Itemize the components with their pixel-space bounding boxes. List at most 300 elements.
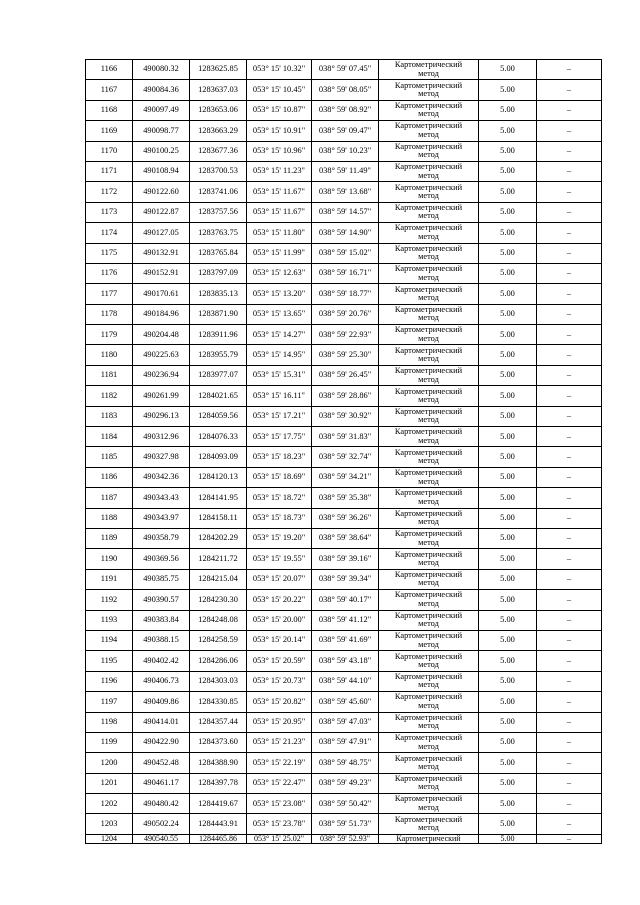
latitude-cell: 053° 15' 18.73" bbox=[247, 508, 312, 528]
table-row bbox=[86, 671, 602, 691]
table-row bbox=[86, 488, 602, 508]
method-cell bbox=[379, 549, 479, 569]
method-label-line2: метод bbox=[418, 741, 439, 751]
method-label-line2: метод bbox=[418, 231, 439, 241]
point-number-cell: 1200 bbox=[86, 753, 133, 773]
latitude-cell: 053° 15' 18.69" bbox=[247, 467, 312, 487]
x-coordinate-cell: 490385.75 bbox=[133, 569, 190, 589]
y-coordinate-cell: 1283741.06 bbox=[190, 182, 247, 202]
longitude-cell: 038° 59' 14.90" bbox=[312, 223, 379, 243]
method-label-line1: Картометрический bbox=[394, 406, 463, 416]
y-coordinate-cell: 1283977.07 bbox=[190, 365, 247, 385]
latitude-cell: 053° 15' 20.82" bbox=[247, 692, 312, 712]
y-coordinate-cell: 1283757.56 bbox=[190, 202, 247, 222]
method-label-line2: метод bbox=[418, 292, 439, 302]
x-coordinate-cell: 490122.87 bbox=[133, 202, 190, 222]
method-cell bbox=[379, 773, 479, 793]
y-coordinate-cell: 1283663.29 bbox=[190, 121, 247, 141]
method-cell bbox=[379, 223, 479, 243]
y-coordinate-cell: 1283797.09 bbox=[190, 263, 247, 283]
note-cell: – bbox=[537, 202, 602, 222]
accuracy-cell: 5.00 bbox=[479, 161, 537, 181]
y-coordinate-cell: 1283653.06 bbox=[190, 100, 247, 120]
y-coordinate-cell: 1283763.75 bbox=[190, 223, 247, 243]
accuracy-cell: 5.00 bbox=[479, 304, 537, 324]
x-coordinate-cell: 490422.90 bbox=[133, 732, 190, 752]
longitude-cell: 038° 59' 34.21" bbox=[312, 467, 379, 487]
point-number-cell: 1198 bbox=[86, 712, 133, 732]
method-cell bbox=[379, 100, 479, 120]
note-cell: – bbox=[537, 630, 602, 650]
point-number-cell: 1194 bbox=[86, 630, 133, 650]
latitude-cell: 053° 15' 14.27" bbox=[247, 325, 312, 345]
accuracy-cell: 5.00 bbox=[479, 121, 537, 141]
longitude-cell: 038° 59' 07.45" bbox=[312, 60, 379, 80]
note-cell: – bbox=[537, 100, 602, 120]
point-number-cell: 1187 bbox=[86, 488, 133, 508]
latitude-cell: 053° 15' 20.22" bbox=[247, 590, 312, 610]
method-label-line1: Картометрический bbox=[394, 80, 463, 90]
table-row bbox=[86, 753, 602, 773]
table-row bbox=[86, 304, 602, 324]
point-number-cell: 1192 bbox=[86, 590, 133, 610]
y-coordinate-cell: 1284120.13 bbox=[190, 467, 247, 487]
y-coordinate-cell: 1283637.03 bbox=[190, 80, 247, 100]
method-label-line1: Картометрический bbox=[394, 549, 463, 559]
note-cell: – bbox=[537, 284, 602, 304]
latitude-cell: 053° 15' 17.21" bbox=[247, 406, 312, 426]
accuracy-cell: 5.00 bbox=[479, 651, 537, 671]
table-row bbox=[86, 610, 602, 630]
table-row bbox=[86, 243, 602, 263]
longitude-cell: 038° 59' 51.73" bbox=[312, 814, 379, 834]
longitude-cell: 038° 59' 13.68" bbox=[312, 182, 379, 202]
method-label-line2: метод bbox=[418, 109, 439, 119]
x-coordinate-cell: 490502.24 bbox=[133, 814, 190, 834]
method-label-line2: метод bbox=[418, 782, 439, 792]
method-label-line1: Картометрический bbox=[394, 794, 463, 804]
latitude-cell: 053° 15' 11.23" bbox=[247, 161, 312, 181]
y-coordinate-cell: 1284230.30 bbox=[190, 590, 247, 610]
table-row bbox=[86, 406, 602, 426]
table-row bbox=[86, 508, 602, 528]
table-row bbox=[86, 528, 602, 548]
table-row bbox=[86, 263, 602, 283]
method-cell bbox=[379, 202, 479, 222]
point-number-cell: 1171 bbox=[86, 161, 133, 181]
accuracy-cell: 5.00 bbox=[479, 365, 537, 385]
latitude-cell: 053° 15' 13.65" bbox=[247, 304, 312, 324]
accuracy-cell: 5.00 bbox=[479, 386, 537, 406]
method-label-line1: Картометрический bbox=[394, 427, 463, 437]
method-label-line2: метод bbox=[418, 680, 439, 690]
accuracy-cell: 5.00 bbox=[479, 406, 537, 426]
accuracy-cell: 5.00 bbox=[479, 80, 537, 100]
table-row bbox=[86, 692, 602, 712]
latitude-cell: 053° 15' 20.59" bbox=[247, 651, 312, 671]
x-coordinate-cell: 490098.77 bbox=[133, 121, 190, 141]
method-label-line1: Картометрический bbox=[396, 834, 461, 843]
method-label-line2: метод bbox=[418, 211, 439, 221]
method-label-line1: Картометрический bbox=[394, 590, 463, 600]
method-cell bbox=[379, 447, 479, 467]
x-coordinate-cell: 490225.63 bbox=[133, 345, 190, 365]
accuracy-cell: 5.00 bbox=[479, 223, 537, 243]
x-coordinate-cell: 490122.60 bbox=[133, 182, 190, 202]
method-cell bbox=[379, 794, 479, 814]
y-coordinate-cell: 1284248.08 bbox=[190, 610, 247, 630]
latitude-cell: 053° 15' 10.91" bbox=[247, 121, 312, 141]
method-label-line1: Картометрический bbox=[394, 162, 463, 172]
longitude-cell: 038° 59' 25.30" bbox=[312, 345, 379, 365]
method-label-line1: Картометрический bbox=[394, 386, 463, 396]
latitude-cell: 053° 15' 11.67" bbox=[247, 182, 312, 202]
y-coordinate-cell: 1284021.65 bbox=[190, 386, 247, 406]
note-cell: – bbox=[537, 671, 602, 691]
note-cell: – bbox=[537, 182, 602, 202]
accuracy-cell: 5.00 bbox=[479, 60, 537, 80]
latitude-cell: 053° 15' 16.11" bbox=[247, 386, 312, 406]
point-number-cell: 1199 bbox=[86, 732, 133, 752]
x-coordinate-cell: 490358.79 bbox=[133, 528, 190, 548]
y-coordinate-cell: 1283955.79 bbox=[190, 345, 247, 365]
latitude-cell: 053° 15' 25.02" bbox=[247, 834, 312, 843]
point-number-cell: 1179 bbox=[86, 325, 133, 345]
table-row bbox=[86, 447, 602, 467]
latitude-cell: 053° 15' 18.23" bbox=[247, 447, 312, 467]
table-row bbox=[86, 834, 602, 843]
table-row bbox=[86, 182, 602, 202]
method-label-line2: метод bbox=[418, 496, 439, 506]
method-cell bbox=[379, 732, 479, 752]
note-cell: – bbox=[537, 834, 602, 843]
point-number-cell: 1185 bbox=[86, 447, 133, 467]
latitude-cell: 053° 15' 15.31" bbox=[247, 365, 312, 385]
latitude-cell: 053° 15' 22.47" bbox=[247, 773, 312, 793]
method-label-line2: метод bbox=[418, 456, 439, 466]
x-coordinate-cell: 490184.96 bbox=[133, 304, 190, 324]
latitude-cell: 053° 15' 14.95" bbox=[247, 345, 312, 365]
x-coordinate-cell: 490369.56 bbox=[133, 549, 190, 569]
point-number-cell: 1204 bbox=[86, 834, 133, 843]
method-cell bbox=[379, 80, 479, 100]
accuracy-cell: 5.00 bbox=[479, 549, 537, 569]
accuracy-cell: 5.00 bbox=[479, 610, 537, 630]
method-label-line1: Картометрический bbox=[394, 610, 463, 620]
accuracy-cell: 5.00 bbox=[479, 732, 537, 752]
method-label-line2: метод bbox=[418, 89, 439, 99]
y-coordinate-cell: 1284443.91 bbox=[190, 814, 247, 834]
y-coordinate-cell: 1283911.96 bbox=[190, 325, 247, 345]
method-label-line2: метод bbox=[418, 354, 439, 364]
latitude-cell: 053° 15' 23.08" bbox=[247, 794, 312, 814]
x-coordinate-cell: 490452.48 bbox=[133, 753, 190, 773]
y-coordinate-cell: 1284419.67 bbox=[190, 794, 247, 814]
point-number-cell: 1174 bbox=[86, 223, 133, 243]
method-cell bbox=[379, 121, 479, 141]
point-number-cell: 1197 bbox=[86, 692, 133, 712]
accuracy-cell: 5.00 bbox=[479, 630, 537, 650]
method-label-line2: метод bbox=[418, 333, 439, 343]
method-cell bbox=[379, 386, 479, 406]
method-cell bbox=[379, 325, 479, 345]
accuracy-cell: 5.00 bbox=[479, 692, 537, 712]
accuracy-cell: 5.00 bbox=[479, 447, 537, 467]
y-coordinate-cell: 1283835.13 bbox=[190, 284, 247, 304]
method-label-line2: метод bbox=[418, 558, 439, 568]
method-label-line2: метод bbox=[418, 415, 439, 425]
accuracy-cell: 5.00 bbox=[479, 182, 537, 202]
latitude-cell: 053° 15' 21.23" bbox=[247, 732, 312, 752]
note-cell: – bbox=[537, 325, 602, 345]
x-coordinate-cell: 490461.17 bbox=[133, 773, 190, 793]
method-label-line2: метод bbox=[418, 68, 439, 78]
y-coordinate-cell: 1284286.06 bbox=[190, 651, 247, 671]
method-label-line2: метод bbox=[418, 761, 439, 771]
latitude-cell: 053° 15' 12.63" bbox=[247, 263, 312, 283]
longitude-cell: 038° 59' 52.93" bbox=[312, 834, 379, 843]
method-label-line2: метод bbox=[418, 435, 439, 445]
method-cell bbox=[379, 712, 479, 732]
table-row bbox=[86, 60, 602, 80]
y-coordinate-cell: 1283677.36 bbox=[190, 141, 247, 161]
longitude-cell: 038° 59' 08.92" bbox=[312, 100, 379, 120]
x-coordinate-cell: 490097.49 bbox=[133, 100, 190, 120]
longitude-cell: 038° 59' 28.86" bbox=[312, 386, 379, 406]
y-coordinate-cell: 1283700.53 bbox=[190, 161, 247, 181]
accuracy-cell: 5.00 bbox=[479, 345, 537, 365]
x-coordinate-cell: 490152.91 bbox=[133, 263, 190, 283]
longitude-cell: 038° 59' 09.47" bbox=[312, 121, 379, 141]
method-cell bbox=[379, 610, 479, 630]
method-label-line1: Картометрический bbox=[394, 182, 463, 192]
y-coordinate-cell: 1284059.56 bbox=[190, 406, 247, 426]
x-coordinate-cell: 490390.57 bbox=[133, 590, 190, 610]
x-coordinate-cell: 490402.42 bbox=[133, 651, 190, 671]
point-number-cell: 1176 bbox=[86, 263, 133, 283]
latitude-cell: 053° 15' 20.00" bbox=[247, 610, 312, 630]
method-cell bbox=[379, 692, 479, 712]
table-row bbox=[86, 325, 602, 345]
method-cell bbox=[379, 427, 479, 447]
x-coordinate-cell: 490406.73 bbox=[133, 671, 190, 691]
accuracy-cell: 5.00 bbox=[479, 508, 537, 528]
method-label-line2: метод bbox=[418, 252, 439, 262]
point-number-cell: 1180 bbox=[86, 345, 133, 365]
method-label-line2: метод bbox=[418, 619, 439, 629]
table-row bbox=[86, 100, 602, 120]
note-cell: – bbox=[537, 814, 602, 834]
point-number-cell: 1170 bbox=[86, 141, 133, 161]
x-coordinate-cell: 490127.05 bbox=[133, 223, 190, 243]
latitude-cell: 053° 15' 10.96" bbox=[247, 141, 312, 161]
method-label-line2: метод bbox=[418, 476, 439, 486]
longitude-cell: 038° 59' 18.77" bbox=[312, 284, 379, 304]
longitude-cell: 038° 59' 31.83" bbox=[312, 427, 379, 447]
method-cell bbox=[379, 834, 479, 843]
point-number-cell: 1175 bbox=[86, 243, 133, 263]
note-cell: – bbox=[537, 121, 602, 141]
longitude-cell: 038° 59' 22.93" bbox=[312, 325, 379, 345]
note-cell: – bbox=[537, 692, 602, 712]
latitude-cell: 053° 15' 18.72" bbox=[247, 488, 312, 508]
longitude-cell: 038° 59' 08.05" bbox=[312, 80, 379, 100]
method-label-line2: метод bbox=[418, 150, 439, 160]
point-number-cell: 1169 bbox=[86, 121, 133, 141]
longitude-cell: 038° 59' 39.16" bbox=[312, 549, 379, 569]
longitude-cell: 038° 59' 15.02" bbox=[312, 243, 379, 263]
point-number-cell: 1202 bbox=[86, 794, 133, 814]
y-coordinate-cell: 1284388.90 bbox=[190, 753, 247, 773]
method-cell bbox=[379, 365, 479, 385]
note-cell: – bbox=[537, 345, 602, 365]
accuracy-cell: 5.00 bbox=[479, 834, 537, 843]
method-cell bbox=[379, 141, 479, 161]
table-row bbox=[86, 427, 602, 447]
x-coordinate-cell: 490170.61 bbox=[133, 284, 190, 304]
table-row bbox=[86, 590, 602, 610]
x-coordinate-cell: 490343.43 bbox=[133, 488, 190, 508]
y-coordinate-cell: 1284202.29 bbox=[190, 528, 247, 548]
y-coordinate-cell: 1284158.11 bbox=[190, 508, 247, 528]
x-coordinate-cell: 490108.94 bbox=[133, 161, 190, 181]
note-cell: – bbox=[537, 467, 602, 487]
method-cell bbox=[379, 671, 479, 691]
x-coordinate-cell: 490383.84 bbox=[133, 610, 190, 630]
y-coordinate-cell: 1284076.33 bbox=[190, 427, 247, 447]
accuracy-cell: 5.00 bbox=[479, 263, 537, 283]
accuracy-cell: 5.00 bbox=[479, 141, 537, 161]
method-label-line1: Картометрический bbox=[394, 570, 463, 580]
method-label-line1: Картометрический bbox=[394, 672, 463, 681]
latitude-cell: 053° 15' 20.95" bbox=[247, 712, 312, 732]
method-label-line2: метод bbox=[418, 578, 439, 588]
accuracy-cell: 5.00 bbox=[479, 325, 537, 345]
x-coordinate-cell: 490343.97 bbox=[133, 508, 190, 528]
method-cell bbox=[379, 488, 479, 508]
table-row bbox=[86, 365, 602, 385]
table-row bbox=[86, 80, 602, 100]
table-row bbox=[86, 773, 602, 793]
latitude-cell: 053° 15' 17.75" bbox=[247, 427, 312, 447]
method-label-line1: Картометрический bbox=[394, 141, 463, 151]
longitude-cell: 038° 59' 44.10" bbox=[312, 671, 379, 691]
table-row bbox=[86, 630, 602, 650]
accuracy-cell: 5.00 bbox=[479, 753, 537, 773]
longitude-cell: 038° 59' 16.71" bbox=[312, 263, 379, 283]
method-label-line1: Картометрический bbox=[394, 488, 463, 498]
accuracy-cell: 5.00 bbox=[479, 814, 537, 834]
method-label-line2: метод bbox=[418, 823, 439, 833]
y-coordinate-cell: 1284357.44 bbox=[190, 712, 247, 732]
longitude-cell: 038° 59' 49.23" bbox=[312, 773, 379, 793]
y-coordinate-cell: 1284373.60 bbox=[190, 732, 247, 752]
method-label-line1: Картометрический bbox=[394, 773, 463, 783]
point-number-cell: 1203 bbox=[86, 814, 133, 834]
longitude-cell: 038° 59' 50.42" bbox=[312, 794, 379, 814]
note-cell: – bbox=[537, 528, 602, 548]
longitude-cell: 038° 59' 10.23" bbox=[312, 141, 379, 161]
note-cell: – bbox=[537, 386, 602, 406]
method-label-line2: метод bbox=[418, 639, 439, 649]
note-cell: – bbox=[537, 549, 602, 569]
y-coordinate-cell: 1284258.59 bbox=[190, 630, 247, 650]
note-cell: – bbox=[537, 141, 602, 161]
note-cell: – bbox=[537, 60, 602, 80]
note-cell: – bbox=[537, 365, 602, 385]
accuracy-cell: 5.00 bbox=[479, 569, 537, 589]
latitude-cell: 053° 15' 13.20" bbox=[247, 284, 312, 304]
note-cell: – bbox=[537, 243, 602, 263]
latitude-cell: 053° 15' 10.45" bbox=[247, 80, 312, 100]
point-number-cell: 1201 bbox=[86, 773, 133, 793]
method-label-line2: метод bbox=[418, 802, 439, 812]
table-row bbox=[86, 284, 602, 304]
method-label-line1: Картометрический bbox=[394, 284, 463, 294]
method-label-line2: метод bbox=[418, 170, 439, 180]
note-cell: – bbox=[537, 590, 602, 610]
note-cell: – bbox=[537, 712, 602, 732]
method-cell bbox=[379, 284, 479, 304]
point-number-cell: 1178 bbox=[86, 304, 133, 324]
y-coordinate-cell: 1284397.78 bbox=[190, 773, 247, 793]
latitude-cell: 053° 15' 23.78" bbox=[247, 814, 312, 834]
method-label-line1: Картометрический bbox=[394, 101, 463, 111]
table-row bbox=[86, 121, 602, 141]
x-coordinate-cell: 490236.94 bbox=[133, 365, 190, 385]
note-cell: – bbox=[537, 732, 602, 752]
method-label-line1: Картометрический bbox=[394, 814, 463, 824]
table-row bbox=[86, 712, 602, 732]
point-number-cell: 1182 bbox=[86, 386, 133, 406]
x-coordinate-cell: 490261.99 bbox=[133, 386, 190, 406]
accuracy-cell: 5.00 bbox=[479, 427, 537, 447]
y-coordinate-cell: 1284330.85 bbox=[190, 692, 247, 712]
x-coordinate-cell: 490540.55 bbox=[133, 834, 190, 843]
x-coordinate-cell: 490409.86 bbox=[133, 692, 190, 712]
method-label-line1: Картометрический bbox=[394, 366, 463, 376]
method-label-line1: Картометрический bbox=[394, 631, 463, 641]
point-number-cell: 1190 bbox=[86, 549, 133, 569]
point-number-cell: 1166 bbox=[86, 60, 133, 80]
table-row bbox=[86, 794, 602, 814]
method-cell bbox=[379, 508, 479, 528]
longitude-cell: 038° 59' 26.45" bbox=[312, 365, 379, 385]
point-number-cell: 1193 bbox=[86, 610, 133, 630]
latitude-cell: 053° 15' 10.32" bbox=[247, 60, 312, 80]
longitude-cell: 038° 59' 39.34" bbox=[312, 569, 379, 589]
method-label-line2: метод bbox=[418, 374, 439, 384]
coordinates-table-body bbox=[86, 60, 602, 844]
note-cell: – bbox=[537, 773, 602, 793]
longitude-cell: 038° 59' 14.57" bbox=[312, 202, 379, 222]
note-cell: – bbox=[537, 753, 602, 773]
x-coordinate-cell: 490132.91 bbox=[133, 243, 190, 263]
latitude-cell: 053° 15' 11.80" bbox=[247, 223, 312, 243]
method-label-line2: метод bbox=[418, 660, 439, 670]
method-label-line2: метод bbox=[418, 191, 439, 201]
note-cell: – bbox=[537, 263, 602, 283]
table-row bbox=[86, 814, 602, 834]
accuracy-cell: 5.00 bbox=[479, 488, 537, 508]
point-number-cell: 1189 bbox=[86, 528, 133, 548]
note-cell: – bbox=[537, 80, 602, 100]
method-label-line2: метод bbox=[418, 598, 439, 608]
note-cell: – bbox=[537, 161, 602, 181]
method-cell bbox=[379, 651, 479, 671]
point-number-cell: 1183 bbox=[86, 406, 133, 426]
point-number-cell: 1177 bbox=[86, 284, 133, 304]
